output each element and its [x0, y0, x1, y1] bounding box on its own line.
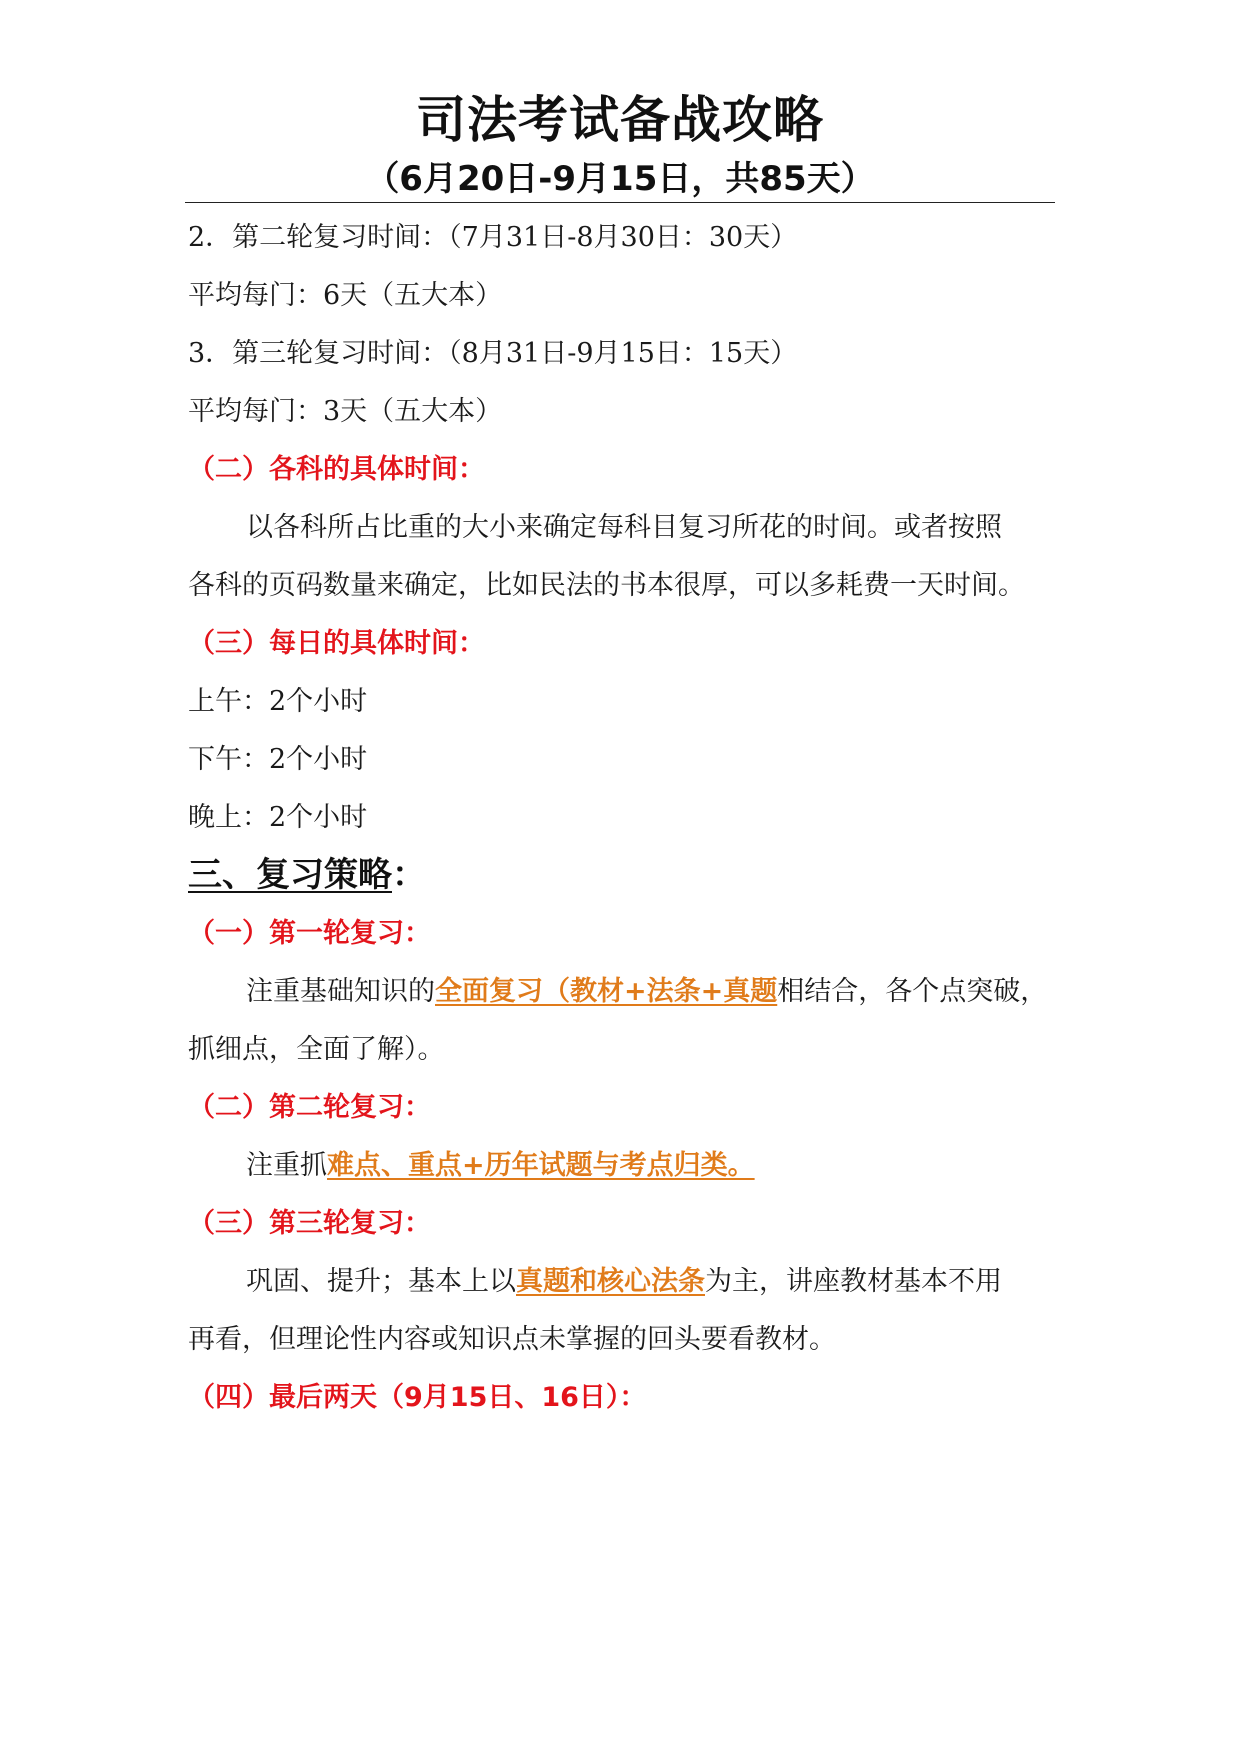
- round2-text: [246, 1146, 1058, 1186]
- round1-heading: （一）第一轮复习：: [188, 918, 431, 949]
- round3-text-line2: 再看，但理论性内容或知识点未掌握的回头要看教材。: [188, 1324, 836, 1355]
- round3-text-line1: [246, 1262, 1058, 1302]
- round3-heading: （三）第三轮复习：: [188, 1208, 431, 1239]
- daily-evening: 晚上：2个小时: [188, 802, 368, 833]
- round3-schedule: 3．第三轮复习时间：（8月31日-9月15日：15天）: [188, 338, 798, 369]
- round1-text-line1: [246, 972, 1058, 1012]
- round3-average: 平均每门：3天（五大本）: [188, 396, 503, 427]
- document-title: 司法考试备战攻略: [416, 91, 824, 149]
- round1-text-b: 相结合，各个点突破，: [777, 976, 1048, 1007]
- header-divider: [185, 202, 1055, 203]
- subject-time-text-line1: 以各科所占比重的大小来确定每科目复习所花的时间。或者按照: [246, 512, 1002, 543]
- round1-text-a: 注重基础知识的: [246, 976, 435, 1007]
- daily-time-heading: （三）每日的具体时间：: [188, 628, 485, 659]
- round1-highlight: 全面复习（教材+法条+真题: [435, 976, 778, 1007]
- round1-text-line2: 抓细点，全面了解）。: [188, 1034, 445, 1065]
- daily-morning: 上午：2个小时: [188, 686, 368, 717]
- document-subtitle: （6月20日-9月15日，共85天）: [365, 159, 875, 199]
- final-days-heading: （四）最后两天（9月15日、16日）：: [188, 1382, 647, 1413]
- round3-text-b: 为主，讲座教材基本不用: [705, 1266, 1002, 1297]
- round2-text-a: 注重抓: [246, 1150, 327, 1181]
- subject-time-heading: （二）各科的具体时间：: [188, 454, 485, 485]
- subject-time-text-line2: 各科的页码数量来确定，比如民法的书本很厚，可以多耗费一天时间。: [188, 570, 1025, 601]
- round3-highlight: 真题和核心法条: [516, 1266, 705, 1297]
- strategy-heading-colon: ：: [392, 855, 426, 895]
- round2-average: 平均每门：6天（五大本）: [188, 280, 503, 311]
- strategy-heading-text: 三、复习策略: [188, 855, 392, 895]
- daily-afternoon: 下午：2个小时: [188, 744, 368, 775]
- round3-text-a: 巩固、提升；基本上以: [246, 1266, 516, 1297]
- round2-highlight: 难点、重点+历年试题与考点归类。: [327, 1150, 755, 1181]
- round2-heading: （二）第二轮复习：: [188, 1092, 431, 1123]
- round2-schedule: 2．第二轮复习时间：（7月31日-8月30日：30天）: [188, 222, 798, 253]
- strategy-heading: [188, 852, 426, 898]
